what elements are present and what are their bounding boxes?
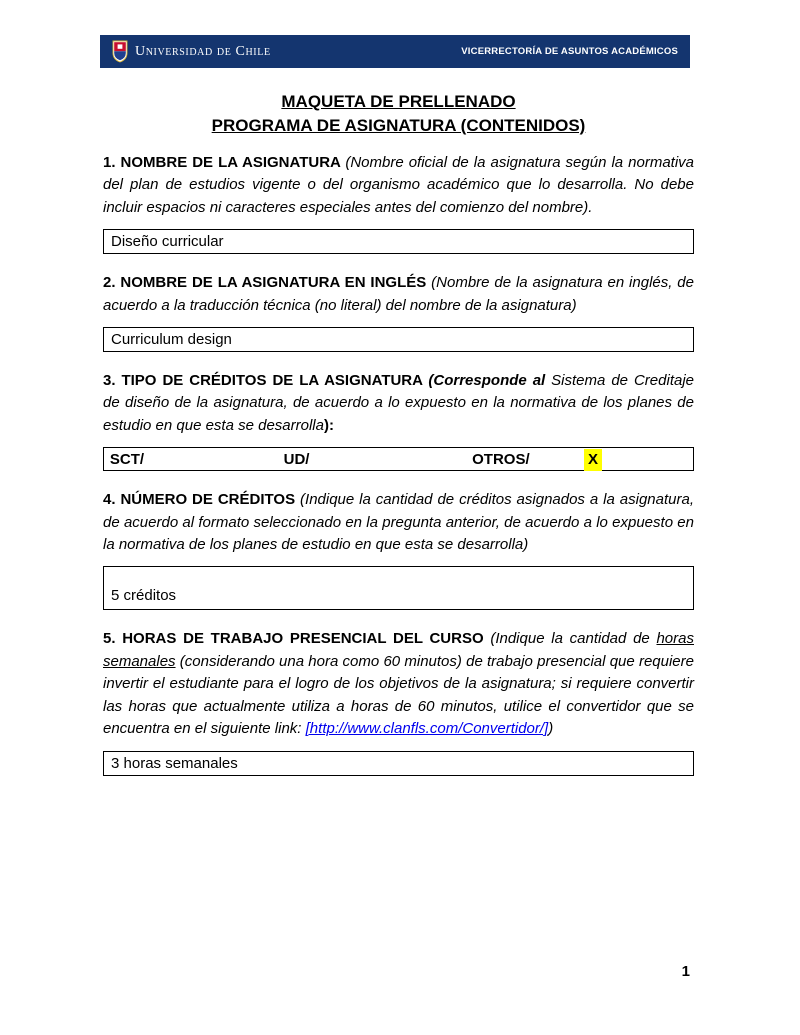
university-name: Universidad de Chile — [135, 43, 271, 59]
section-5-value: 3 horas semanales — [111, 754, 238, 772]
page-number: 1 — [681, 963, 690, 980]
otros-option[interactable]: OTROS/ — [472, 451, 530, 469]
section-4-value: 5 créditos — [111, 587, 177, 605]
header-bar — [100, 35, 690, 68]
section-4-label — [103, 489, 694, 556]
section-1-answer-field[interactable] — [103, 229, 694, 254]
section-1-value: Diseño curricular — [111, 233, 224, 251]
section-3-heading: 3. TIPO DE CRÉDITOS DE LA ASIGNATURA — [103, 372, 429, 390]
convertidor-link[interactable]: [http://www.clanfls.com/Convertidor/] — [305, 720, 549, 738]
section-5-description-2: (considerando una hora como 60 minutos) de trabajo presencial que requiere invertir el estudiante para el logro de los objetivos de la asignatura; si requiere convertir las horas que actualmente utiliza a horas de 60 minutos, utilice el convertidor que se encuentra en el siguiente link: — [103, 652, 694, 738]
section-2-label — [103, 272, 694, 317]
ud-option[interactable]: UD/ — [283, 451, 310, 469]
section-2-description: (Nombre de la asignatura en inglés, de acuerdo a la traducción técnica (no literal) del nombre de la asignatura) — [103, 274, 694, 314]
section-4-description: (Indique la cantidad de créditos asignados a la asignatura, de acuerdo al formato seleccionado en la pregunta anterior, de acuerdo a lo expuesto en la normativa de los planes de estudio en que esta se desarrolla) — [103, 491, 694, 554]
otros-selected-mark: X — [584, 449, 602, 471]
document-content — [103, 90, 694, 794]
section-2-answer-field[interactable] — [103, 327, 694, 352]
section-1-heading: 1. NOMBRE DE LA ASIGNATURA — [103, 154, 346, 171]
university-logo — [112, 40, 271, 63]
section-2-heading: 2. NOMBRE DE LA ASIGNATURA EN INGLÉS — [103, 274, 432, 292]
section-3-description-bold: (Corresponde al — [428, 372, 552, 390]
section-3-description-end: ): — [323, 416, 334, 434]
document-title-line1: MAQUETA DE PRELLENADO — [281, 92, 516, 111]
section-4-answer-field[interactable] — [103, 566, 694, 610]
sct-option[interactable]: SCT/ — [109, 451, 145, 469]
section-3-label — [103, 370, 694, 437]
section-5-underlined-term: horas semanales — [103, 630, 694, 670]
section-5-heading: 5. HORAS DE TRABAJO PRESENCIAL DEL CURSO — [103, 630, 491, 648]
section-5-description-3: ) — [548, 720, 554, 738]
university-shield-icon — [112, 40, 128, 63]
section-3-description: Sistema de Creditaje de diseño de la asignatura, de acuerdo a lo expuesto en la normativa de los planes de estudio en que esta se desarrolla — [103, 372, 694, 434]
document-title-line2: PROGRAMA DE ASIGNATURA (CONTENIDOS) — [211, 116, 586, 135]
section-1-description: (Nombre oficial de la asignatura según la normativa del plan de estudios vigente o del organismo académico que lo desarrolla. No debe incluir espacios ni caracteres especiales antes del comienzo del nombre). — [103, 154, 695, 216]
header-department-title: VICERRECTORÍA DE ASUNTOS ACADÉMICOS — [461, 46, 678, 57]
credit-type-field[interactable] — [103, 447, 694, 471]
section-5-label — [103, 628, 694, 740]
document-title — [103, 90, 694, 138]
section-5-answer-field[interactable] — [103, 751, 694, 776]
section-1-label — [103, 152, 694, 219]
section-2-value: Curriculum design — [111, 331, 232, 349]
section-4-heading: 4. NÚMERO DE CRÉDITOS — [103, 491, 301, 509]
section-5-description-1: (Indique la cantidad de — [490, 630, 657, 648]
